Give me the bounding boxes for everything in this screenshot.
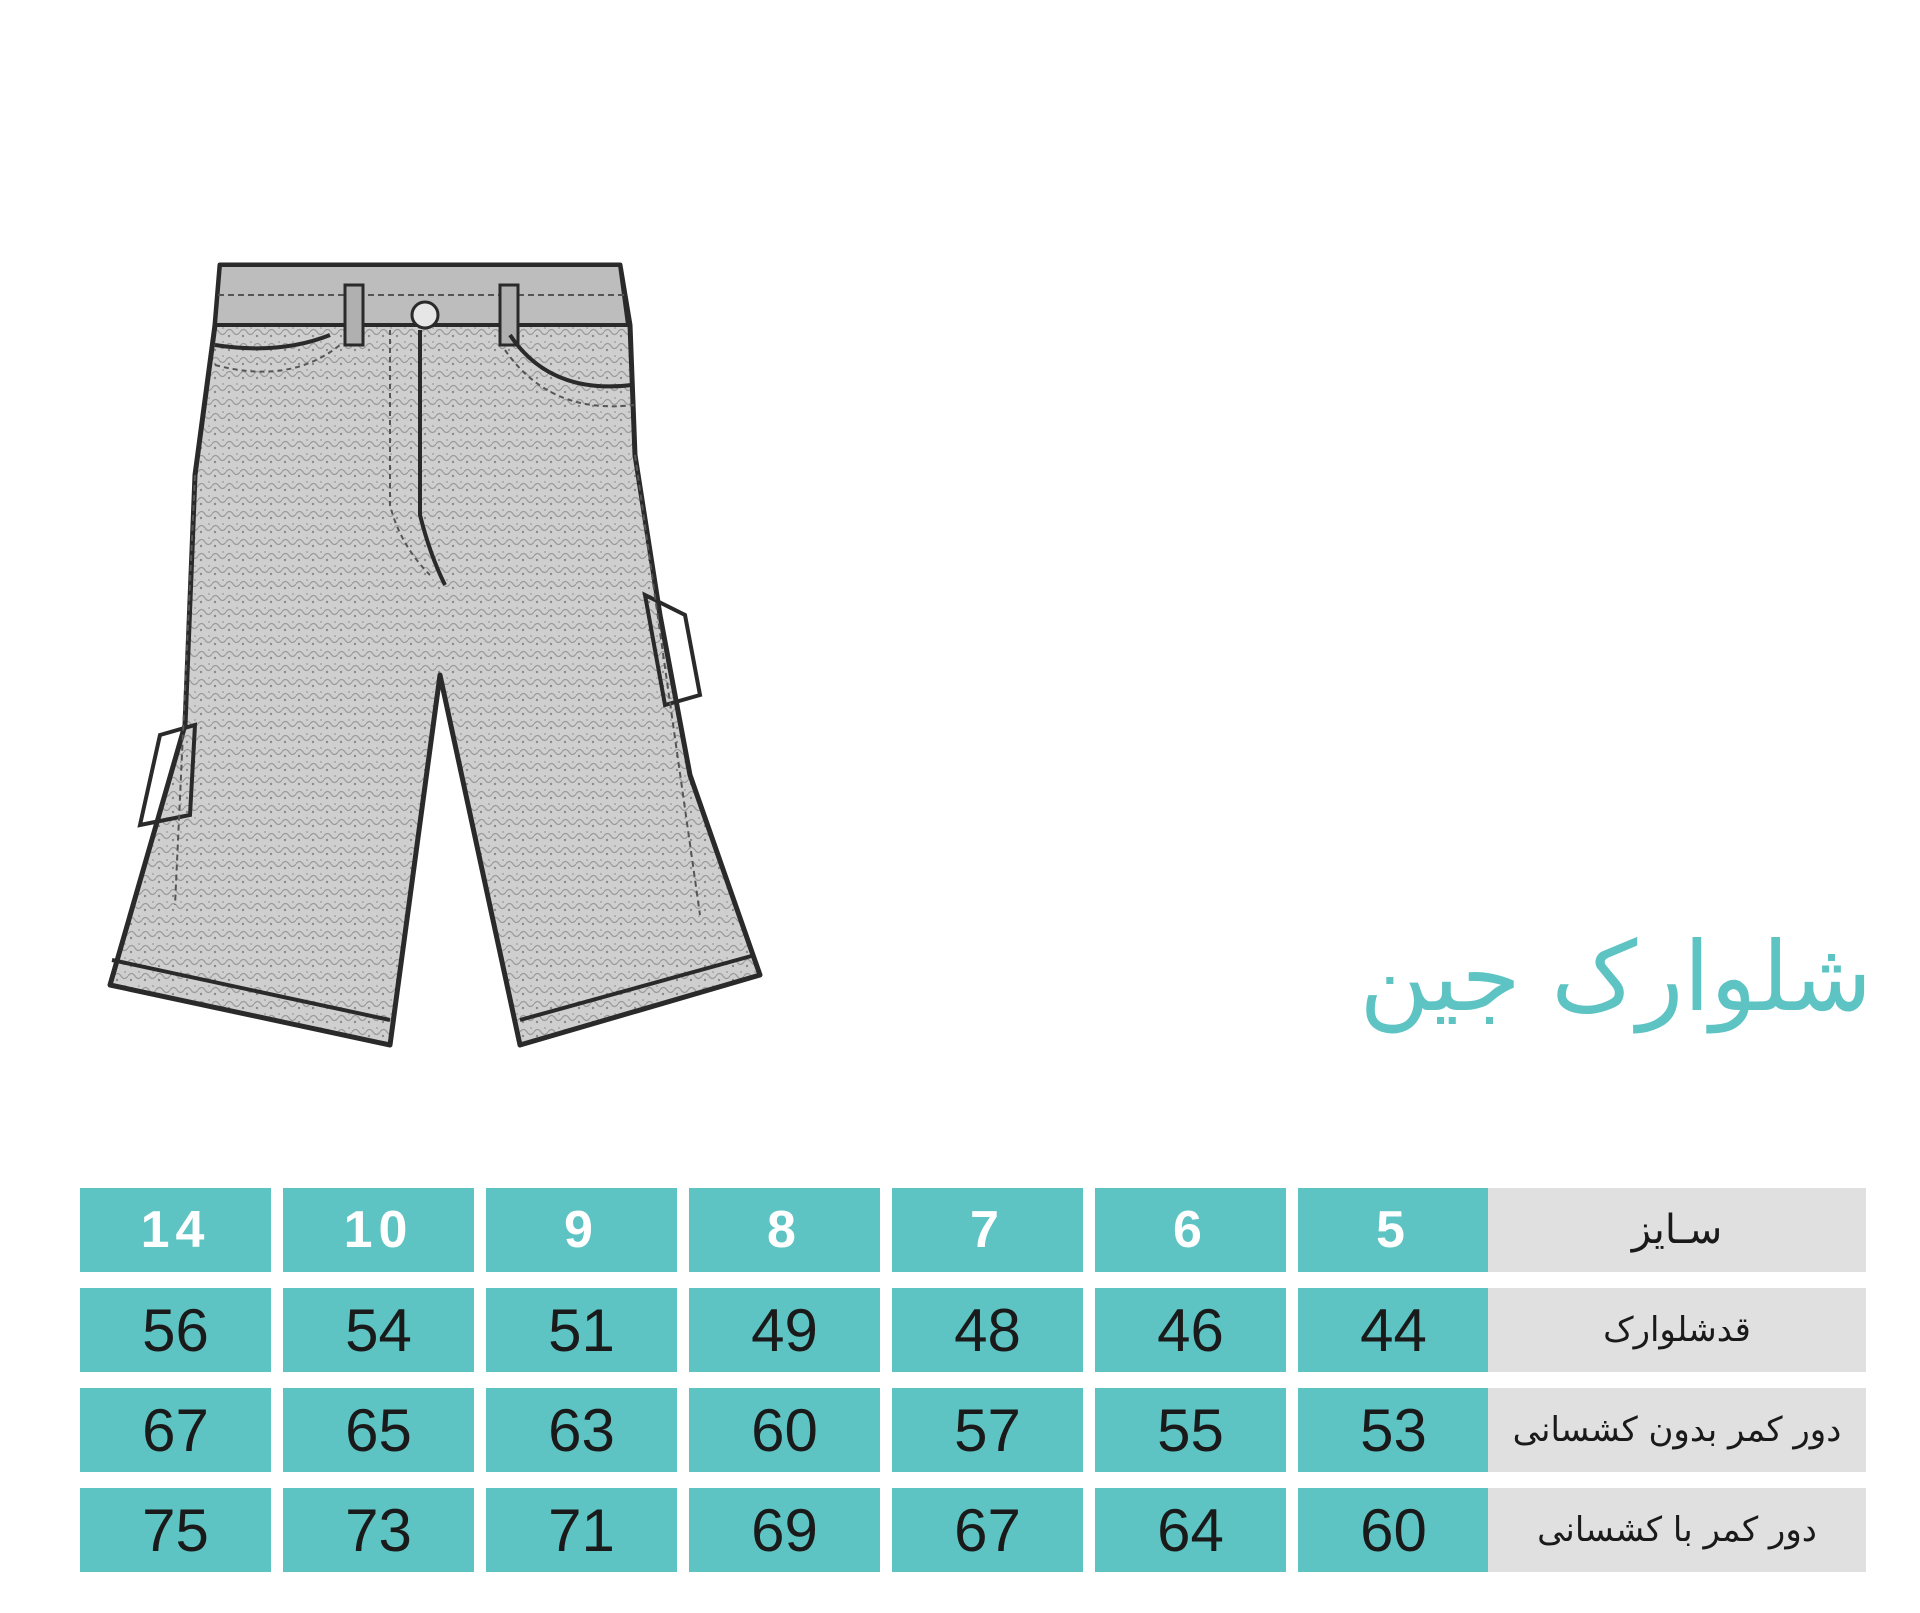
table-cell: 53 <box>1298 1388 1489 1472</box>
size-table <box>80 1188 1866 1588</box>
table-cell: 63 <box>486 1388 677 1472</box>
table-cell: 67 <box>80 1388 271 1472</box>
table-cell: 73 <box>283 1488 474 1572</box>
table-cell: 48 <box>892 1288 1083 1372</box>
row-label: قدشلوارک <box>1488 1288 1866 1372</box>
table-cell: 60 <box>689 1388 880 1472</box>
table-cell: 54 <box>283 1288 474 1372</box>
size-cell: 9 <box>486 1188 677 1272</box>
denim-shorts-sketch-icon <box>100 255 780 1055</box>
table-cell: 57 <box>892 1388 1083 1472</box>
table-row <box>80 1388 1866 1472</box>
product-title: شلوارک جین <box>1359 921 1872 1033</box>
table-cell: 44 <box>1298 1288 1489 1372</box>
row-label: دور کمر بدون کشسانی <box>1488 1388 1866 1472</box>
table-cell: 64 <box>1095 1488 1286 1572</box>
table-cell: 71 <box>486 1488 677 1572</box>
size-cell: 14 <box>80 1188 271 1272</box>
table-cell: 67 <box>892 1488 1083 1572</box>
table-cell: 56 <box>80 1288 271 1372</box>
table-cell: 55 <box>1095 1388 1286 1472</box>
row-label: دور کمر با کشسانی <box>1488 1488 1866 1572</box>
size-header-label: سـایز <box>1488 1188 1866 1272</box>
size-cell: 7 <box>892 1188 1083 1272</box>
table-cell: 60 <box>1298 1488 1489 1572</box>
table-row <box>80 1288 1866 1372</box>
table-cell: 51 <box>486 1288 677 1372</box>
table-cell: 65 <box>283 1388 474 1472</box>
table-row <box>80 1488 1866 1572</box>
size-header-row <box>80 1188 1866 1272</box>
size-cell: 8 <box>689 1188 880 1272</box>
table-cell: 46 <box>1095 1288 1286 1372</box>
table-cell: 49 <box>689 1288 880 1372</box>
size-cell: 6 <box>1095 1188 1286 1272</box>
table-cell: 75 <box>80 1488 271 1572</box>
table-cell: 69 <box>689 1488 880 1572</box>
size-cell: 5 <box>1298 1188 1489 1272</box>
size-cell: 10 <box>283 1188 474 1272</box>
